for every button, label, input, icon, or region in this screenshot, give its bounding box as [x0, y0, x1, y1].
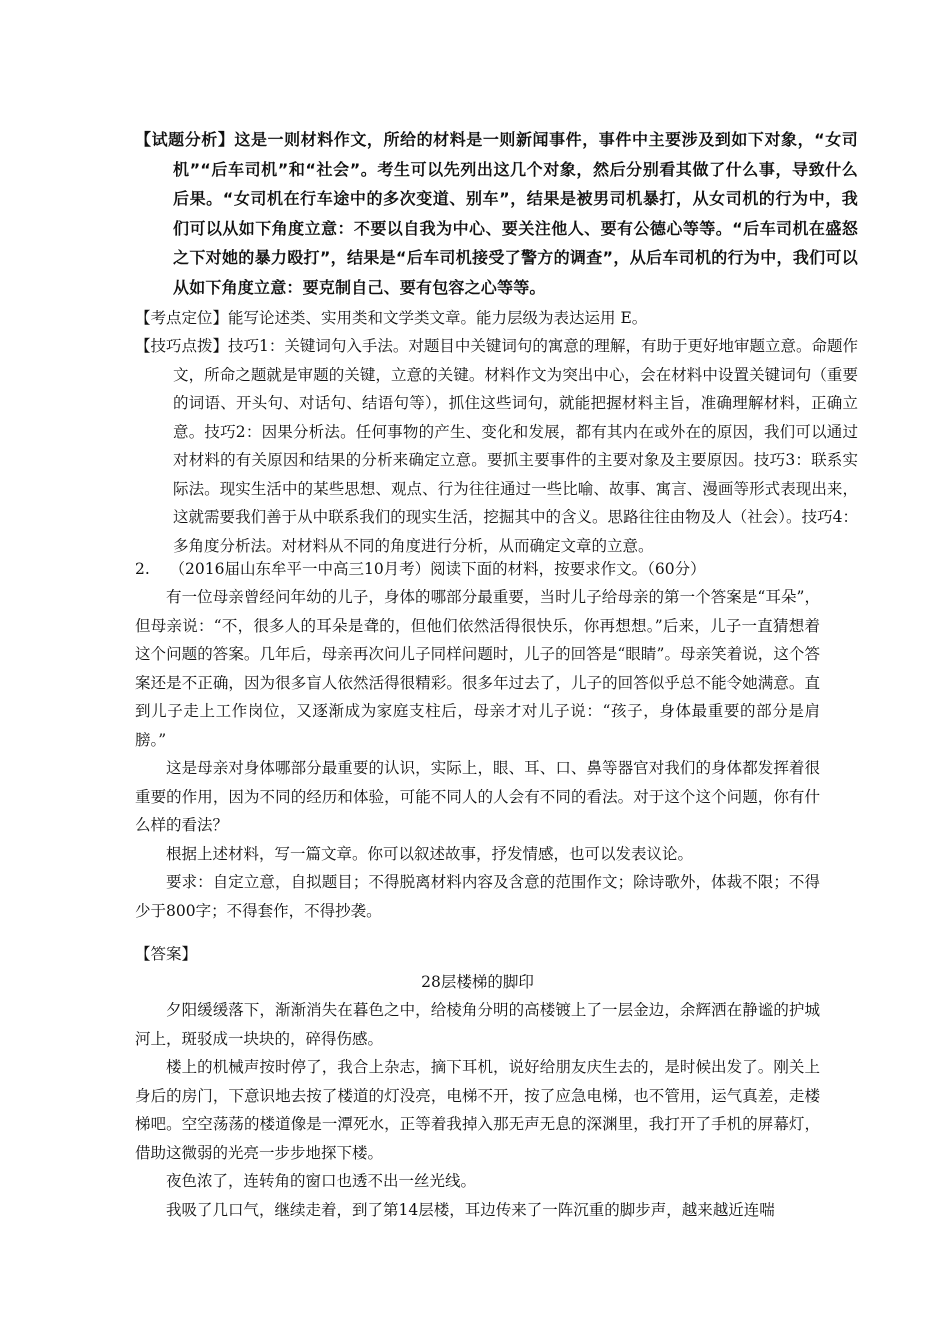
essay-paragraph: 我吸了几口气，继续走着，到了第14层楼，耳边传来了一阵沉重的脚步声，越来越近连喘 — [166, 1200, 775, 1219]
material-paragraph: 根据上述材料，写一篇文章。你可以叙述故事，抒发情感，也可以发表议论。 — [166, 844, 694, 863]
question-2-header — [135, 555, 820, 583]
question-source: （2016届山东牟平一中高三10月考）阅读下面的材料，按要求作文。（60分） — [169, 560, 706, 578]
requirements-paragraph: 要求：自定立意，自拟题目；不得脱离材料内容及含意的范围作文；除诗歌外，体裁不限；不得少于800字；不得套作，不得抄袭。 — [135, 873, 820, 920]
essay-paragraph: 夕阳缓缓落下，渐渐消失在暮色之中，给棱角分明的高楼镀上了一层金边，余辉洒在静谧的护城河上，斑驳成一块块的，碎得伤感。 — [135, 1001, 820, 1048]
material-paragraph: 这是母亲对身体哪部分最重要的认识，实际上，眼、耳、口、鼻等器官对我们的身体都发挥着很重要的作用，因为不同的经历和体验，可能不同人的人会有不同的看法。对于这个这个问题，你有什么样的看法？ — [135, 759, 820, 834]
question-2-material — [135, 583, 820, 925]
jiqiao-text: 技巧1：关键词句入手法。对题目中关键词句的寓意的理解，有助于更好地审题立意。命题作文，所命之题就是审题的关键，立意的关键。材料作文为突出中心，会在材料中设置关键词句（重要的词语、开头句、对话句、结语句等），抓住这些词句，就能把握材料主旨，准确理解材料，正确立意。技巧2：因果分析法。任何事物的产生、变化和发展，都有其内在或外在的原因，我们可以通过对材料的有关原因和结果的分析来确定立意。要抓主要事件的主要对象及主要原因。技巧3：联系实际法。现实生活中的某些思想、观点、行为往往通过一些比喻、故事、寓言、漫画等形式表现出来，这就需要我们善于从中联系我们的现实生活，挖掘其中的含义。思路往往由物及人（社会）。技巧4：多角度分析法。对材料从不同的角度进行分析，从而确定文章的立意。 — [173, 337, 858, 555]
essay-paragraph: 楼上的机械声按时停了，我合上杂志，摘下耳机，说好给朋友庆生去的，是时候出发了。刚关上身后的房门，下意识地去按了楼道的灯没亮，电梯不开，按了应急电梯，也不管用，运气真差，走楼梯吧。空空荡荡的楼道像是一潭死水，正等着我掉入那无声无息的深渊里，我打开了手机的屏幕灯，借助这微弱的光亮一步步地探下楼。 — [135, 1058, 820, 1162]
answer-label: 【答案】 — [135, 945, 198, 963]
essay-paragraph: 夜色浓了，连转角的窗口也透不出一丝光线。 — [166, 1172, 477, 1190]
jiqiao-heading: 【技巧点拨】 — [135, 337, 229, 355]
analysis-section — [135, 125, 858, 302]
question-number: 2. — [135, 560, 150, 578]
essay-title: 28层楼梯的脚印 — [421, 973, 534, 991]
material-paragraph: 有一位母亲曾经问年幼的儿子，身体的哪部分最重要，当时儿子给母亲的第一个答案是“耳朵”，但母亲说：“不，很多人的耳朵是聋的，但他们依然活得很快乐，你再想想。”后来，儿子一直猜想着这个问题的答案。几年后，母亲再次问儿子同样问题时，儿子的回答是“眼睛”。母亲笑着说，这个答案还是不正确，因为很多盲人依然活得很精彩。很多年过去了，儿子的回答似乎总不能令她满意。直到儿子走上工作岗位，又逐渐成为家庭支柱后，母亲才对儿子说：“孩子，身体最重要的部分是肩膀。” — [135, 588, 820, 749]
jiqiao-section — [135, 332, 858, 560]
analysis-heading: 【试题分析】 — [135, 130, 235, 149]
essay-body — [135, 996, 820, 1224]
analysis-text: 这是一则材料作文，所给的材料是一则新闻事件，事件中主要涉及到如下对象，“女司机”“后车司机”和“社会”。考生可以先列出这几个对象，然后分别看其做了什么事，导致什么后果。“女司机在行车途中的多次变道、别车”，结果是被男司机暴打，从女司机的行为中，我们可以从如下角度立意：不要以自我为中心、要关注他人、要有公德心等等。“后车司机在盛怒之下对她的暴力殴打”，结果是“后车司机接受了警方的调查”，从后车司机的行为中，我们可以从如下角度立意：要克制自己、要有包容之心等等。 — [173, 130, 858, 297]
kaodian-heading: 【考点定位】 — [135, 309, 229, 327]
kaodian-text: 能写论述类、实用类和文学类文章。能力层级为表达运用 E。 — [228, 309, 648, 327]
kaodian-section — [135, 305, 858, 332]
